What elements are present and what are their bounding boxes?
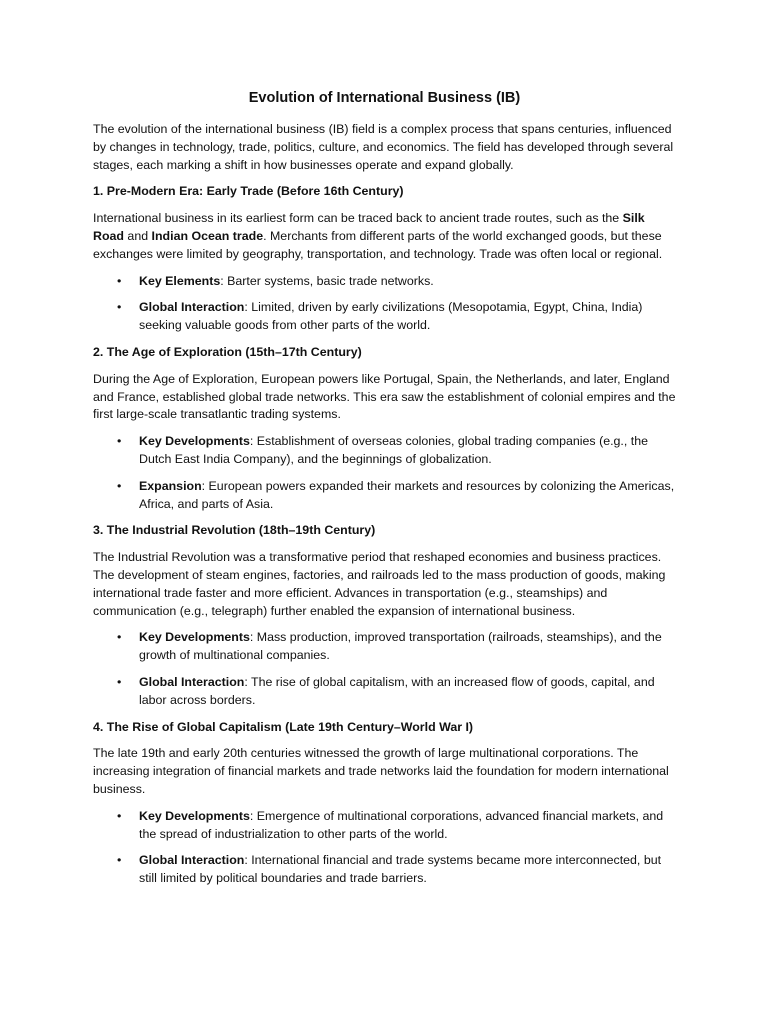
list-item — [117, 674, 676, 710]
paragraph-text: The late 19th and early 20th centuries witnessed the growth of large multinational corporations. The increasing integration of financial markets and trade networks laid the foundation for modern international business. — [93, 746, 669, 796]
list-item-text: : European powers expanded their markets and resources by colonizing the Americas, Africa, and parts of Asia. — [139, 478, 675, 511]
paragraph-text: . Merchants from different parts of the world exchanged goods, but these exchanges were limited by geography, transportation, and technology. Trade was often local or regional. — [93, 228, 663, 261]
paragraph-text: and — [123, 228, 152, 243]
list-item-text: : International financial and trade systems became more interconnected, but still limited by political boundaries and trade barriers. — [139, 853, 662, 886]
section-heading: 4. The Rise of Global Capitalism (Late 19th Century–World War I) — [93, 719, 474, 734]
list-item-label: Global Interaction — [139, 853, 245, 868]
bullet-icon: • — [117, 808, 122, 823]
bullet-list — [93, 273, 676, 335]
section-paragraph — [93, 745, 676, 798]
list-item-text: : Barter systems, basic trade networks. — [220, 273, 434, 288]
list-item — [117, 433, 676, 469]
bold-term: Indian Ocean trade — [151, 228, 264, 243]
list-item — [117, 478, 676, 514]
bullet-icon: • — [117, 300, 122, 315]
list-item-label: Key Developments — [139, 808, 250, 823]
document-title: Evolution of International Business (IB) — [248, 90, 521, 106]
section-paragraph — [93, 371, 676, 424]
section-paragraph — [93, 549, 676, 620]
list-item-label: Key Developments — [139, 630, 250, 645]
bullet-list — [93, 808, 676, 888]
bullet-list — [93, 433, 676, 513]
list-item-label: Global Interaction — [139, 300, 245, 315]
list-item-label: Global Interaction — [139, 674, 245, 689]
bullet-icon: • — [117, 273, 122, 288]
list-item — [117, 629, 676, 665]
list-item-text: : Limited, driven by early civilizations (Mesopotamia, Egypt, China, India) seeking valuable goods from other parts of the world. — [139, 300, 643, 333]
bullet-icon: • — [117, 853, 122, 868]
section-paragraph — [93, 210, 676, 263]
bold-term: Silk Road — [93, 211, 645, 243]
list-item-text: : Establishment of overseas colonies, global trading companies (e.g., the Dutch East India Company), and the beginnings of globalization. — [139, 434, 648, 466]
list-item — [117, 299, 676, 335]
paragraph-text: During the Age of Exploration, European powers like Portugal, Spain, the Netherlands, and later, England and France, established global trade networks. This era saw the establishment of colonial empires and the first large-scale transatlantic trading systems. — [93, 371, 676, 422]
bullet-icon: • — [117, 630, 122, 645]
section-heading: 3. The Industrial Revolution (18th–19th Century) — [93, 523, 376, 538]
list-item-label: Key Developments — [139, 434, 250, 449]
paragraph-text: International business in its earliest form can be traced back to ancient trade routes, such as the — [93, 211, 623, 226]
list-item — [117, 808, 676, 844]
section-heading: 1. Pre-Modern Era: Early Trade (Before 16th Century) — [93, 184, 404, 199]
bullet-icon: • — [117, 674, 122, 689]
bullet-icon: • — [117, 478, 122, 493]
list-item-label: Key Elements — [139, 273, 221, 288]
list-item-text: : Emergence of multinational corporations, advanced financial markets, and the spread of industrialization to other parts of the world. — [139, 808, 664, 841]
bullet-list — [93, 629, 676, 709]
list-item-label: Expansion — [139, 478, 202, 493]
list-item — [117, 852, 676, 888]
bullet-icon: • — [117, 434, 122, 449]
list-item — [117, 273, 676, 291]
section-heading: 2. The Age of Exploration (15th–17th Century) — [93, 344, 362, 359]
list-item-text: : Mass production, improved transportation (railroads, steamships), and the growth of multinational companies. — [139, 630, 662, 663]
paragraph-text: The Industrial Revolution was a transformative period that reshaped economies and business practices. The development of steam engines, factories, and railroads led to the mass production of goods, making international trade faster and more efficient. Advances in transportation (e.g., steamships) and communication (e.g., telegraph) further enabled the expansion of international business. — [93, 550, 666, 618]
intro-paragraph: The evolution of the international business (IB) field is a complex process that spans centuries, influenced by changes in technology, trade, politics, culture, and economics. The field has developed through several stages, each marking a shift in how businesses operate and expand globally. — [93, 122, 674, 172]
list-item-text: : The rise of global capitalism, with an increased flow of goods, capital, and labor across borders. — [139, 674, 655, 707]
sections-container — [93, 183, 676, 888]
